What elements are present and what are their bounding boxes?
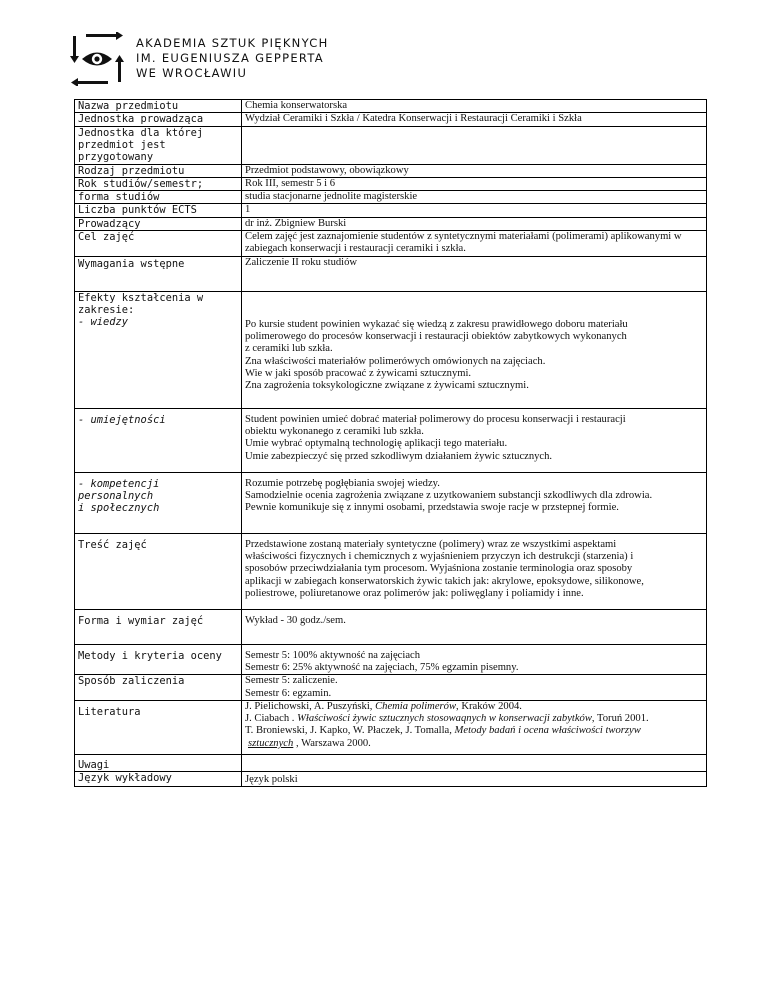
label-line: - kompetencji — [78, 477, 160, 490]
text-line: Przedstawione zostaną materiały syntetyczne (polimery) wraz ze wszystkimi aspektami — [245, 538, 617, 550]
text-line: Umie zabezpieczyć się przed szkodliwym działaniem żywic sztucznych. — [245, 450, 553, 462]
text-line: Samodzielnie ocenia zagrożenia związane z uzytkowaniem substancji szkodliwych dla zdrowia. — [245, 489, 653, 501]
row-rok — [75, 177, 707, 190]
row-literatura — [75, 700, 707, 754]
text-line: poliestrowe, poliuretanowe oraz polimerów jak: poliwęglany i poliamidy i inne. — [245, 587, 584, 599]
text-line: Wie w jaki sposób pracować z żywicami sztucznymi. — [245, 367, 472, 379]
label-jednostka: Jednostka prowadząca — [75, 113, 242, 126]
value-forma-studiow: studia stacjonarne jednolite magisterskie — [242, 191, 707, 204]
text-line: obiektu wykonanego z ceramiki lub szkła. — [245, 425, 424, 437]
label-line: i społecznych — [78, 502, 160, 515]
text-line: Umie wybrać optymalną technologię aplikacji tego materiału. — [245, 438, 508, 450]
row-jednostka-dla — [75, 126, 707, 164]
wiedza-label: - wiedzy — [78, 316, 129, 329]
label-tresc: Treść zajęć — [75, 533, 242, 609]
label-kompetencje — [75, 472, 242, 533]
label-prowadzacy: Prowadzący — [75, 217, 242, 230]
value-kompetencje — [242, 472, 707, 533]
text-line: Semestr 6: 25% aktywność na zajęciach, 75% egzamin pisemny. — [245, 661, 519, 673]
label-forma-studiow: forma studiów — [75, 191, 242, 204]
label-zaliczenie: Sposób zaliczenia — [75, 675, 242, 701]
row-wymagania — [75, 256, 707, 291]
text-line: właściwości fizycznych i chemicznych z wyjaśnieniem przyczyn ich destrukcji (starzenia) i — [245, 550, 634, 562]
row-jednostka — [75, 113, 707, 126]
value-jezyk: Język polski — [242, 772, 707, 787]
value-wiedza — [242, 291, 707, 408]
text-line: z ceramiki lub szkła. — [245, 343, 333, 355]
label-umiejetnosci: - umiejętności — [75, 408, 242, 472]
label-literatura: Literatura — [75, 700, 242, 754]
literature-item: J. Pielichowski, A. Puszyński, Chemia polimerów, Kraków 2004. — [245, 700, 522, 712]
row-uwagi — [75, 754, 707, 771]
text-line: Pewnie komunikuje się z innymi osobami, przedstawia swoje racje w przstepnej formie. — [245, 502, 619, 514]
value-forma-wymiar: Wykład - 30 godz./sem. — [242, 609, 707, 644]
row-jezyk — [75, 772, 707, 787]
label-forma-wymiar: Forma i wymiar zajęć — [75, 609, 242, 644]
text-line: aplikacji w zabiegach konserwatorskich żywic takich jak: akrylowe, epoksydowe, silikonowe, — [245, 575, 644, 587]
value-jednostka-dla — [242, 126, 707, 164]
text-line: Semestr 5: 100% aktywność na zajęciach — [245, 649, 421, 661]
value-rok: Rok III, semestr 5 i 6 — [242, 177, 707, 190]
value-wymagania: Zaliczenie II roku studiów — [242, 256, 707, 291]
row-metody — [75, 644, 707, 675]
label-cel: Cel zajęć — [75, 231, 242, 257]
value-cel: Celem zajęć jest zaznajomienie studentów z syntetycznymi materiałami (polimerami) aplikowanymi w zabiegach konserwacji i restauracji ceramiki i szkła. — [242, 231, 707, 257]
institution-name — [136, 36, 436, 81]
row-zaliczenie — [75, 675, 707, 701]
label-jezyk: Język wykładowy — [75, 772, 242, 787]
row-kompetencje — [75, 472, 707, 533]
value-ects: 1 — [242, 204, 707, 217]
label-uwagi: Uwagi — [75, 754, 242, 771]
label-nazwa: Nazwa przedmiotu — [75, 100, 242, 113]
literature-item: T. Broniewski, J. Kapko, W. Płaczek, J. Tomalla, Metody badań i ocena właściwości tworzyw — [245, 725, 641, 737]
institution-name-line: IM. EUGENIUSZA GEPPERTA — [136, 51, 324, 65]
value-zaliczenie — [242, 675, 707, 701]
text-line: Zna zagrożenia toksykologiczne związane z żywicami sztucznymi. — [245, 380, 529, 392]
label-rok: Rok studiów/semestr; — [75, 177, 242, 190]
row-prowadzacy — [75, 217, 707, 230]
text-line: Semestr 6: egzamin. — [245, 687, 332, 699]
value-nazwa: Chemia konserwatorska — [242, 100, 707, 113]
label-metody: Metody i kryteria oceny — [75, 644, 242, 675]
value-prowadzacy: dr inż. Zbigniew Burski — [242, 217, 707, 230]
text-line: Semestr 5: zaliczenie. — [245, 675, 338, 687]
label-jednostka-dla: Jednostka dla której przedmiot jest przygotowany — [75, 126, 242, 164]
label-wymagania: Wymagania wstępne — [75, 256, 242, 291]
text-line: Po kursie student powinien wykazać się wiedzą z zakresu prawidłowego doboru materiału — [245, 318, 628, 330]
value-literatura — [242, 700, 707, 754]
row-nazwa — [75, 100, 707, 113]
value-metody — [242, 644, 707, 675]
eye-in-frame-logo-icon — [70, 32, 124, 86]
text-line: sposobów przeciwdziałania tym procesom. Wyjaśniona zostanie terminologia oraz sposoby — [245, 563, 633, 575]
literature-item: sztucznych , Warszawa 2000. — [248, 737, 371, 749]
row-cel — [75, 231, 707, 257]
value-jednostka: Wydział Ceramiki i Szkła / Katedra Konserwacji i Restauracji Ceramiki i Szkła — [242, 113, 707, 126]
row-umiejetnosci — [75, 408, 707, 472]
effects-header-label: Efekty kształcenia w zakresie: — [78, 291, 204, 316]
row-forma-studiow — [75, 191, 707, 204]
row-wiedza — [75, 291, 707, 408]
literature-item: J. Ciabach . Właściwości żywic sztucznych stosowaqnych w konserwacji zabytków, Toruń 2001. — [245, 713, 649, 725]
row-forma-wymiar — [75, 609, 707, 644]
label-line: personalnych — [78, 489, 154, 502]
row-rodzaj — [75, 164, 707, 177]
label-rodzaj: Rodzaj przedmiotu — [75, 164, 242, 177]
row-ects — [75, 204, 707, 217]
value-uwagi — [242, 754, 707, 771]
value-rodzaj: Przedmiot podstawowy, obowiązkowy — [242, 164, 707, 177]
row-tresc — [75, 533, 707, 609]
syllabus-table — [74, 99, 707, 787]
value-umiejetnosci — [242, 408, 707, 472]
text-line: Zna właściwości materiałów polimerówych omówionych na zajęciach. — [245, 355, 546, 367]
institution-name-line: AKADEMIA SZTUK PIĘKNYCH — [136, 36, 329, 50]
text-line: polimerowego do procesów konserwacji i restauracji obiektów zabytkowych wykonanych — [245, 330, 627, 342]
value-tresc — [242, 533, 707, 609]
text-line: Student powinien umieć dobrać materiał polimerowy do procesu konserwacji i restauracji — [245, 413, 626, 425]
institution-name-line: WE WROCŁAWIU — [136, 66, 248, 80]
text-line: Rozumie potrzebę pogłębiania swojej wiedzy. — [245, 477, 440, 489]
label-wiedza — [75, 291, 242, 408]
label-ects: Liczba punktów ECTS — [75, 204, 242, 217]
